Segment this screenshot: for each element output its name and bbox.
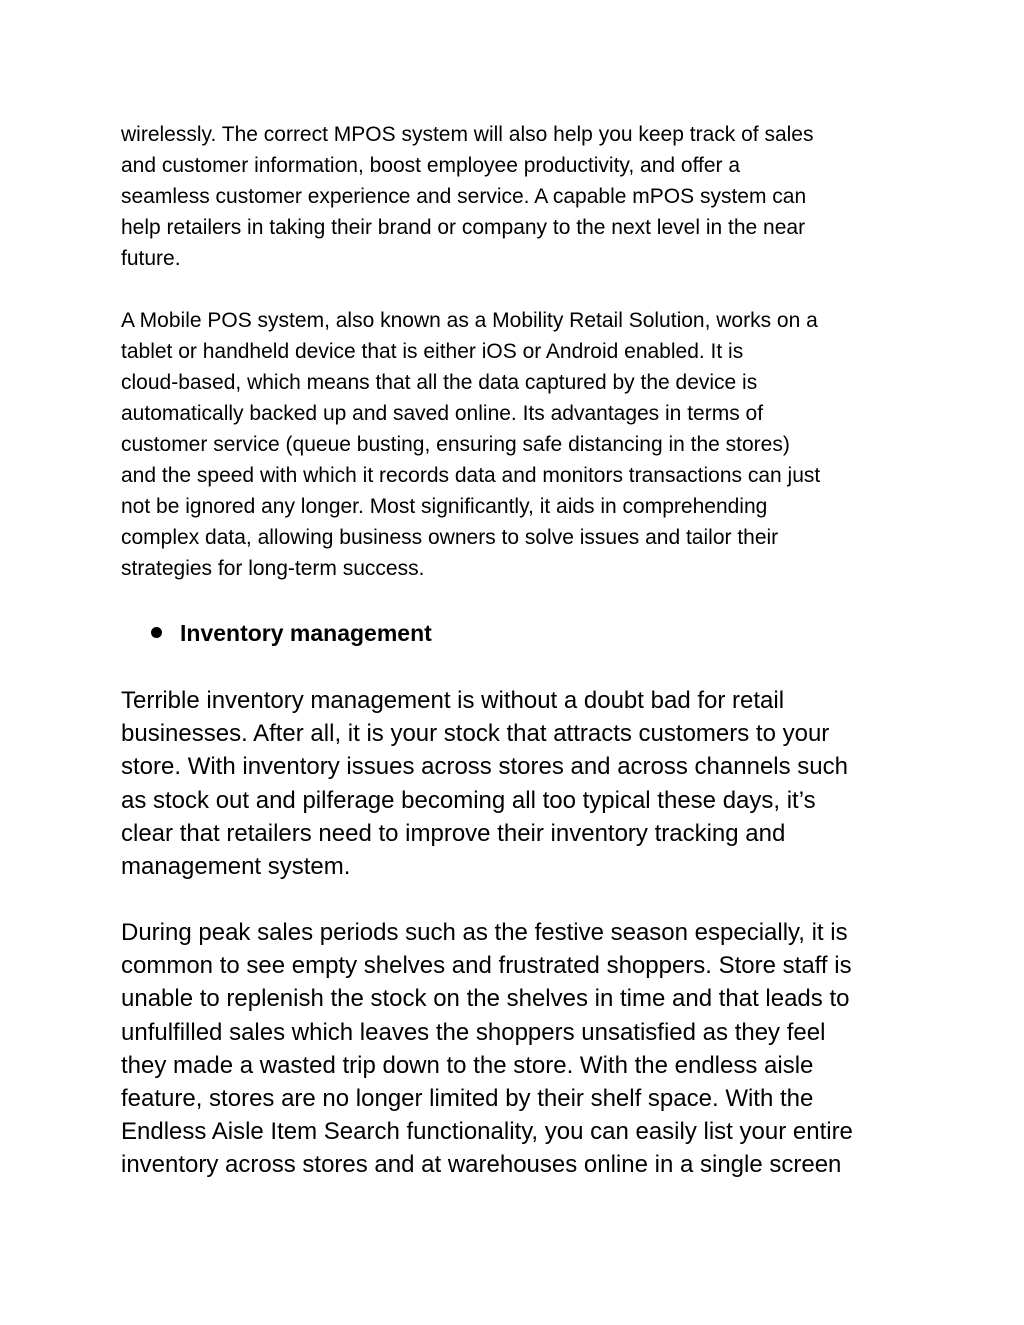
text-line: help retailers in taking their brand or company to the next level in the near bbox=[121, 216, 806, 239]
text-line: complex data, allowing business owners to solve issues and tailor their bbox=[121, 526, 779, 549]
text-line: inventory across stores and at warehouses online in a single screen bbox=[121, 1151, 842, 1179]
paragraph-mobile-pos bbox=[121, 305, 921, 584]
text-line: common to see empty shelves and frustrated shoppers. Store staff is bbox=[121, 952, 852, 980]
text-line: automatically backed up and saved online. Its advantages in terms of bbox=[121, 402, 764, 425]
text-line: unable to replenish the stock on the shelves in time and that leads to bbox=[121, 985, 850, 1013]
bullet-heading-label: Inventory management bbox=[180, 620, 432, 646]
text-line: businesses. After all, it is your stock that attracts customers to your bbox=[121, 720, 830, 748]
text-line: A Mobile POS system, also known as a Mobility Retail Solution, works on a bbox=[121, 309, 818, 332]
text-line: strategies for long-term success. bbox=[121, 557, 425, 580]
text-line: not be ignored any longer. Most significantly, it aids in comprehending bbox=[121, 495, 768, 518]
text-line: store. With inventory issues across stores and across channels such bbox=[121, 753, 848, 781]
text-line: as stock out and pilferage becoming all too typical these days, it’s bbox=[121, 786, 816, 814]
text-line: management system. bbox=[121, 853, 351, 881]
text-line: feature, stores are no longer limited by their shelf space. With the bbox=[121, 1085, 814, 1113]
text-line: future. bbox=[121, 247, 181, 270]
bullet-dot-icon bbox=[151, 627, 162, 638]
text-line: unfulfilled sales which leaves the shoppers unsatisfied as they feel bbox=[121, 1018, 826, 1046]
paragraph-mpos-intro bbox=[121, 119, 921, 274]
text-line: and customer information, boost employee productivity, and offer a bbox=[121, 154, 741, 177]
text-line: they made a wasted trip down to the store. With the endless aisle bbox=[121, 1051, 814, 1079]
paragraph-endless-aisle bbox=[121, 916, 921, 1182]
text-line: Terrible inventory management is without a doubt bad for retail bbox=[121, 687, 785, 714]
text-line: clear that retailers need to improve their inventory tracking and bbox=[121, 819, 786, 847]
text-line: Endless Aisle Item Search functionality, you can easily list your entire bbox=[121, 1118, 853, 1146]
text-line: customer service (queue busting, ensuring safe distancing in the stores) bbox=[121, 433, 790, 456]
text-line: tablet or handheld device that is either iOS or Android enabled. It is bbox=[121, 340, 744, 363]
paragraph-inventory-problem bbox=[121, 684, 921, 883]
text-line: During peak sales periods such as the festive season especially, it is bbox=[121, 919, 848, 946]
text-line: cloud-based, which means that all the data captured by the device is bbox=[121, 371, 758, 394]
bullet-heading bbox=[151, 617, 432, 650]
text-line: and the speed with which it records data and monitors transactions can just bbox=[121, 464, 821, 487]
text-line: seamless customer experience and service. A capable mPOS system can bbox=[121, 185, 807, 208]
text-line: wirelessly. The correct MPOS system will also help you keep track of sales bbox=[121, 123, 814, 146]
